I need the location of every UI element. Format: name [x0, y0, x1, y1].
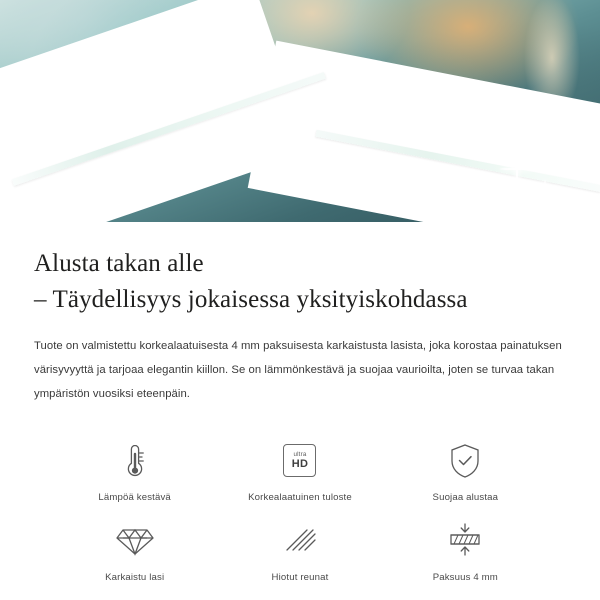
- feature-item: [52, 433, 217, 507]
- feature-item: [217, 513, 382, 587]
- badge-bottom-text: HD: [291, 457, 309, 470]
- thermometer-icon: [122, 439, 148, 483]
- ultra-hd-badge-icon: [283, 439, 316, 483]
- headline-line-2: – Täydellisyys jokaisessa yksityiskohdassa: [34, 285, 468, 313]
- text-content: [0, 222, 600, 587]
- feature-label: Hiotut reunat: [271, 571, 329, 583]
- feature-item: [383, 513, 548, 587]
- feature-item: [383, 433, 548, 507]
- badge-top-text: ultra: [293, 450, 307, 458]
- feature-grid: [34, 433, 566, 587]
- hero-product-image: [0, 0, 600, 222]
- page-title: [34, 246, 566, 317]
- thickness-arrows-icon: [447, 519, 483, 563]
- feature-item: [217, 433, 382, 507]
- polished-edges-icon: [283, 519, 317, 563]
- feature-label: Paksuus 4 mm: [432, 571, 498, 583]
- feature-label: Lämpöä kestävä: [98, 491, 171, 503]
- description-paragraph: Tuote on valmistettu korkealaatuisesta 4 mm paksuisesta karkaistusta lasista, joka korostaa painatuksen värisyvyyttä ja tarjoaa elegantin kiillon. Se on lämmönkestävä ja suojaa vaurioilta, joten se turvaa takan ympäristön vuosiksi eteenpäin.: [34, 340, 562, 400]
- feature-label: Karkaistu lasi: [105, 571, 165, 583]
- feature-item: [52, 513, 217, 587]
- feature-label: Korkealaatuinen tuloste: [248, 491, 352, 503]
- headline-line-1: Alusta takan alle: [34, 250, 204, 277]
- shield-check-icon: [448, 439, 482, 483]
- feature-label: Suojaa alustaa: [432, 491, 499, 503]
- diamond-icon: [115, 519, 155, 563]
